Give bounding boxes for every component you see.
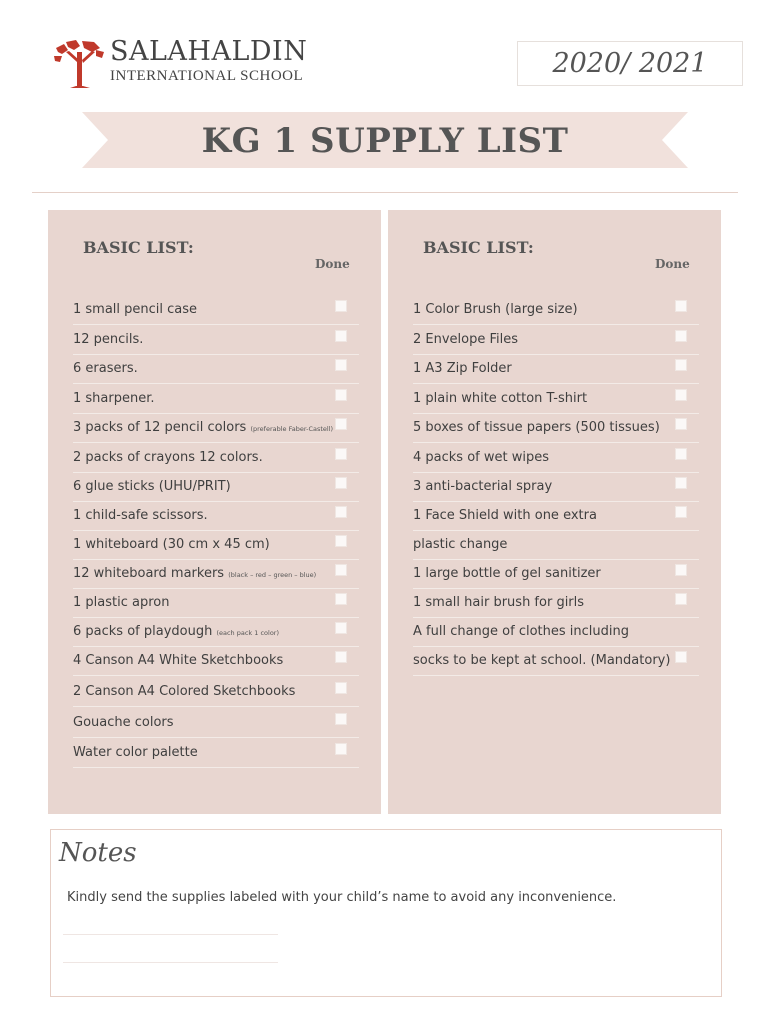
list-item bbox=[413, 296, 699, 325]
done-checkbox[interactable] bbox=[675, 477, 687, 489]
item-label: Water color palette bbox=[73, 745, 198, 760]
done-checkbox[interactable] bbox=[675, 418, 687, 430]
school-subtitle: INTERNATIONAL SCHOOL bbox=[110, 68, 304, 84]
list-item bbox=[73, 709, 359, 738]
list-item bbox=[413, 473, 699, 502]
done-checkbox[interactable] bbox=[335, 448, 347, 460]
done-checkbox[interactable] bbox=[675, 564, 687, 576]
item-label: 1 small pencil case bbox=[73, 302, 198, 317]
item-note: (black – red – green – blue) bbox=[228, 571, 317, 579]
done-checkbox[interactable] bbox=[335, 535, 347, 547]
item-label: 2 Envelope Files bbox=[413, 332, 519, 347]
list-item bbox=[73, 296, 359, 325]
item-label: 1 sharpener. bbox=[73, 391, 155, 406]
done-column-heading: Done bbox=[315, 257, 350, 271]
item-label: socks to be kept at school. (Mandatory) bbox=[413, 653, 671, 668]
done-checkbox[interactable] bbox=[335, 713, 347, 725]
item-label: 6 erasers. bbox=[73, 361, 138, 376]
list-item bbox=[73, 326, 359, 355]
done-checkbox[interactable] bbox=[335, 743, 347, 755]
item-label: 1 plain white cotton T-shirt bbox=[413, 391, 588, 406]
year-box bbox=[517, 41, 743, 86]
list-item bbox=[413, 531, 699, 560]
list-item bbox=[413, 502, 699, 531]
list-item bbox=[413, 560, 699, 589]
list-item bbox=[73, 678, 359, 707]
done-checkbox[interactable] bbox=[675, 593, 687, 605]
done-checkbox[interactable] bbox=[675, 330, 687, 342]
item-label: 1 A3 Zip Folder bbox=[413, 361, 512, 376]
supply-list-left bbox=[48, 210, 381, 814]
notes-text: Kindly send the supplies labeled with your child’s name to avoid any inconvenience. bbox=[67, 890, 617, 905]
done-checkbox[interactable] bbox=[335, 564, 347, 576]
done-checkbox[interactable] bbox=[335, 651, 347, 663]
list-heading: BASIC LIST: bbox=[423, 238, 534, 257]
school-name: SALAHALDIN bbox=[110, 36, 308, 67]
item-label: 12 pencils. bbox=[73, 332, 144, 347]
item-label: 1 plastic apron bbox=[73, 595, 170, 610]
item-label: 4 Canson A4 White Sketchbooks bbox=[73, 653, 284, 668]
item-label: 12 whiteboard markers bbox=[73, 566, 225, 581]
list-item bbox=[73, 502, 359, 531]
list-item bbox=[73, 385, 359, 414]
notes-box bbox=[50, 829, 722, 997]
done-checkbox[interactable] bbox=[675, 448, 687, 460]
item-label: 1 Color Brush (large size) bbox=[413, 302, 578, 317]
list-item bbox=[73, 618, 359, 647]
done-checkbox[interactable] bbox=[335, 389, 347, 401]
item-label: 6 glue sticks (UHU/PRIT) bbox=[73, 479, 231, 494]
list-item bbox=[73, 589, 359, 618]
done-checkbox[interactable] bbox=[335, 359, 347, 371]
item-note: (preferable Faber-Castell) bbox=[250, 425, 334, 433]
done-checkbox[interactable] bbox=[335, 593, 347, 605]
item-label: 2 Canson A4 Colored Sketchbooks bbox=[73, 684, 296, 699]
item-label: 1 small hair brush for girls bbox=[413, 595, 585, 610]
list-item bbox=[413, 414, 699, 443]
item-label: A full change of clothes including bbox=[413, 624, 629, 639]
item-label: 1 child-safe scissors. bbox=[73, 508, 208, 523]
list-item bbox=[413, 618, 699, 647]
done-checkbox[interactable] bbox=[335, 506, 347, 518]
divider bbox=[32, 192, 738, 193]
done-checkbox[interactable] bbox=[675, 300, 687, 312]
list-item bbox=[73, 473, 359, 502]
supply-list-right bbox=[388, 210, 721, 814]
notes-title: Notes bbox=[59, 838, 137, 868]
done-checkbox[interactable] bbox=[335, 330, 347, 342]
item-label: 2 packs of crayons 12 colors. bbox=[73, 450, 263, 465]
list-item bbox=[73, 444, 359, 473]
list-item bbox=[413, 647, 699, 676]
done-checkbox[interactable] bbox=[335, 300, 347, 312]
note-line bbox=[63, 934, 278, 935]
note-line bbox=[63, 962, 278, 963]
page-title: KG 1 SUPPLY LIST bbox=[201, 121, 569, 161]
tree-globe-logo-icon bbox=[50, 38, 110, 88]
done-checkbox[interactable] bbox=[675, 651, 687, 663]
list-item bbox=[73, 647, 359, 676]
list-item bbox=[413, 355, 699, 384]
item-note: (each pack 1 color) bbox=[216, 629, 280, 637]
done-checkbox[interactable] bbox=[335, 418, 347, 430]
done-checkbox[interactable] bbox=[335, 477, 347, 489]
list-item bbox=[413, 444, 699, 473]
list-item bbox=[413, 589, 699, 618]
list-item bbox=[413, 326, 699, 355]
item-label: 5 boxes of tissue papers (500 tissues) bbox=[413, 420, 660, 435]
school-year: 2020/ 2021 bbox=[552, 48, 708, 79]
done-checkbox[interactable] bbox=[675, 389, 687, 401]
item-label: 3 packs of 12 pencil colors bbox=[73, 420, 247, 435]
item-label: 3 anti-bacterial spray bbox=[413, 479, 553, 494]
done-checkbox[interactable] bbox=[675, 359, 687, 371]
item-label: 1 whiteboard (30 cm x 45 cm) bbox=[73, 537, 270, 552]
item-label: 4 packs of wet wipes bbox=[413, 450, 549, 465]
list-item bbox=[73, 560, 359, 589]
item-label: Gouache colors bbox=[73, 715, 174, 730]
list-item bbox=[73, 739, 359, 768]
done-checkbox[interactable] bbox=[675, 506, 687, 518]
list-heading: BASIC LIST: bbox=[83, 238, 194, 257]
header bbox=[0, 0, 770, 100]
done-checkbox[interactable] bbox=[335, 622, 347, 634]
item-label: 6 packs of playdough bbox=[73, 624, 213, 639]
done-column-heading: Done bbox=[655, 257, 690, 271]
item-label: 1 Face Shield with one extra bbox=[413, 508, 597, 523]
item-label: plastic change bbox=[413, 537, 508, 552]
list-item bbox=[73, 414, 359, 443]
list-item bbox=[73, 531, 359, 560]
item-label: 1 large bottle of gel sanitizer bbox=[413, 566, 601, 581]
done-checkbox[interactable] bbox=[335, 682, 347, 694]
list-item bbox=[413, 385, 699, 414]
list-item bbox=[73, 355, 359, 384]
